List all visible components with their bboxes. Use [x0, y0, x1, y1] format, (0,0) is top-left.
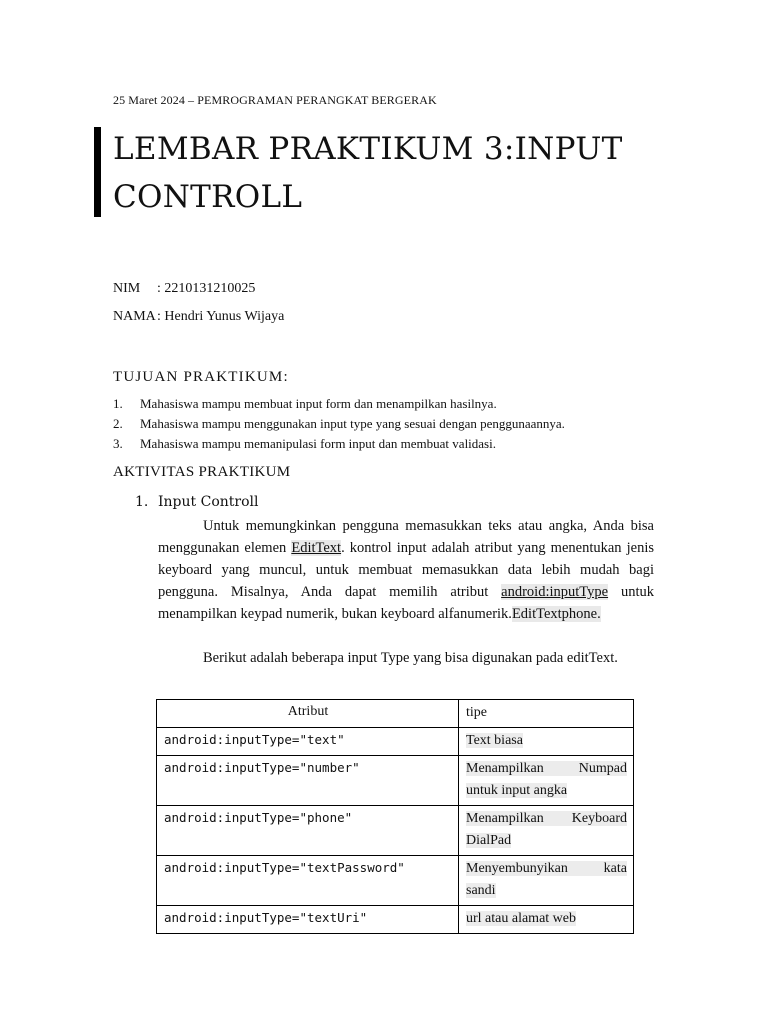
header-tipe: tipe — [459, 700, 634, 728]
table-row: android:inputType="phone" Menampilkan Keyboard DialPad — [157, 806, 634, 856]
table-header-row — [157, 700, 634, 728]
nama-row — [113, 309, 284, 325]
inputtype-table — [156, 699, 634, 934]
title-accent-bar — [94, 127, 101, 217]
nim-label: NIM — [113, 281, 141, 296]
table-row: android:inputType="textUri" url atau alamat web — [157, 906, 634, 934]
aktivitas-heading: AKTIVITAS PRAKTIKUM — [113, 464, 291, 480]
nim-value: : 2210131210025 — [157, 281, 256, 296]
edittext-link[interactable]: EditText — [291, 540, 342, 556]
list-item: 2. Mahasiswa mampu menggunakan input type yang sesuai dengan penggunaannya. — [113, 416, 565, 431]
sub-heading-input-controll: 1. Input Controll — [135, 494, 259, 510]
page-title: LEMBAR PRAKTIKUM 3:INPUT CONTROLL — [113, 131, 623, 215]
list-item: 3. Mahasiswa mampu memanipulasi form input dan membuat validasi. — [113, 436, 496, 451]
tujuan-heading: TUJUAN PRAKTIKUM: — [113, 369, 289, 385]
list-item: 1. Mahasiswa mampu membuat input form dan menampilkan hasilnya. — [113, 396, 497, 411]
table-row: android:inputType="number" Menampilkan Numpad untuk input angka — [157, 756, 634, 806]
nama-value: : Hendri Yunus Wijaya — [157, 309, 285, 324]
paragraph-intro: Untuk memungkinkan pengguna memasukkan teks atau angka, Anda bisa menggunakan elemen EditText. kontrol input adalah atribut yang menentukan jenis keyboard yang muncul, untuk membuat memasukkan data lebih mudah bagi pengguna. Misalnya, Anda dapat memilih atribut android:inputType untuk menampilkan keypad numerik, bukan keyboard alfanumerik.EditTextphone. — [158, 518, 655, 622]
table-row: android:inputType="text" Text biasa — [157, 728, 634, 756]
nama-label: NAMA — [113, 309, 156, 324]
table-row: android:inputType="textPassword" Menyembunyikan kata sandi — [157, 856, 634, 906]
nim-row — [113, 281, 255, 297]
paragraph-table-intro: Berikut adalah beberapa input Type yang bisa digunakan pada editText. — [203, 650, 618, 666]
header-atribut: Atribut — [157, 700, 459, 728]
inputtype-link[interactable]: android:inputType — [501, 584, 609, 600]
header-line: 25 Maret 2024 – PEMROGRAMAN PERANGKAT BERGERAK — [113, 93, 437, 107]
tujuan-list — [113, 394, 713, 454]
